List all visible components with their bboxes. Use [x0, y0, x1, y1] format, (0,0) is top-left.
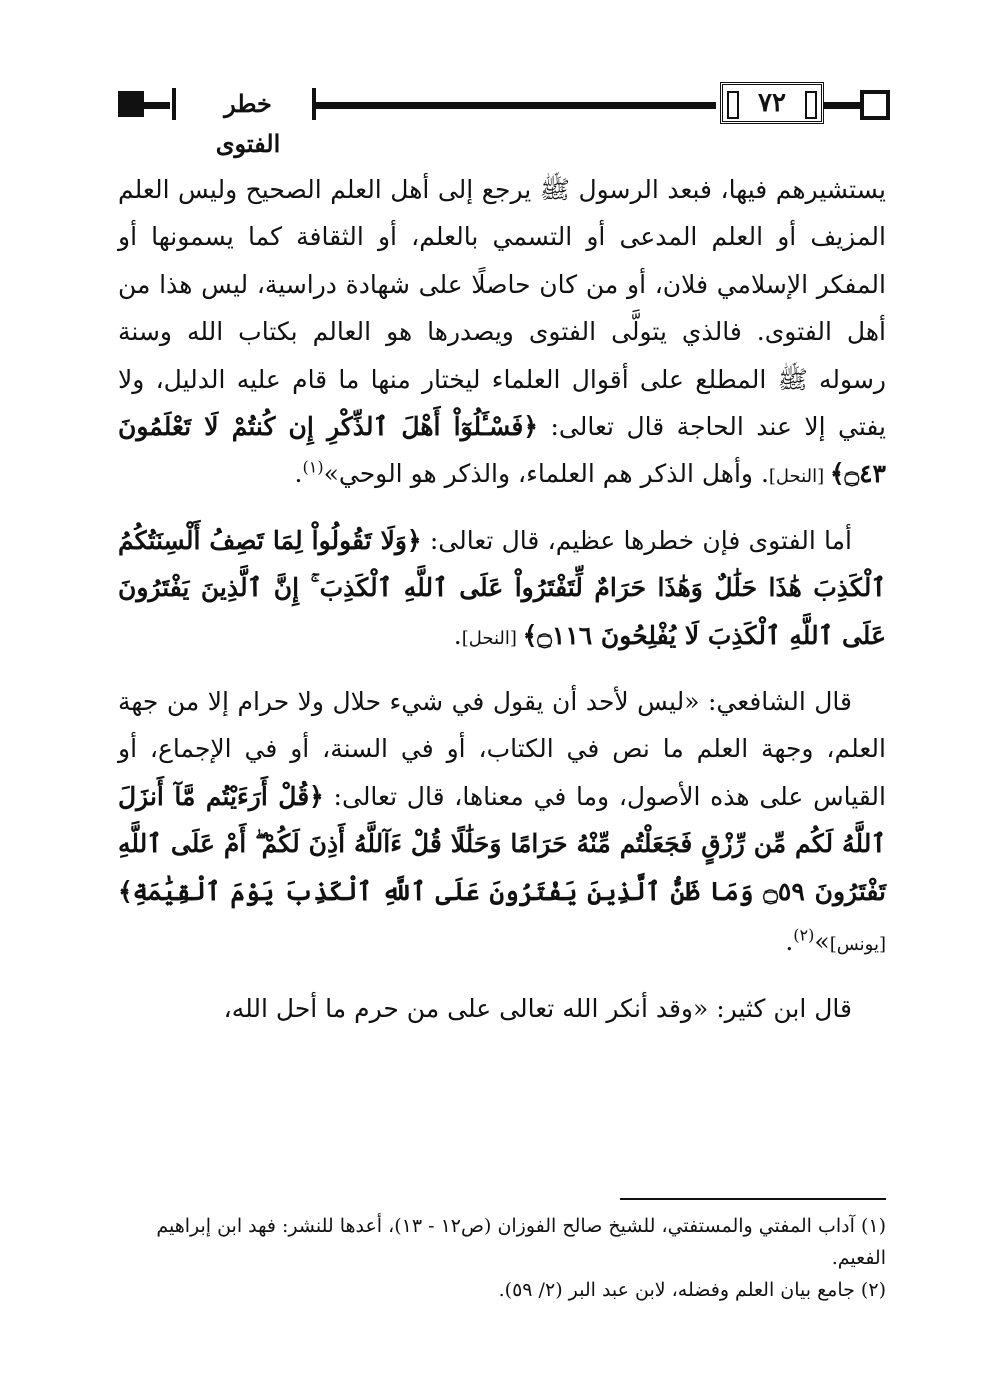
text-run: . — [453, 620, 462, 650]
paragraph — [118, 517, 886, 662]
header-rule — [824, 102, 860, 109]
footnote: (١) آداب المفتي والمستفتي، للشيخ صالح الفوزان (ص١٢ - ١٣)، أعدها للنشر: فهد ابن إبراهيم الفعيم. — [156, 1215, 886, 1269]
header-ornament-square — [118, 91, 144, 117]
surah-reference: [يونس] — [829, 934, 886, 956]
header-rule — [144, 102, 170, 109]
text-run: . — [785, 927, 794, 957]
text-run: يستشيرهم فيها، فبعد الرسول ﷺ يرجع إلى أهل العلم الصحيح وليس العلم المزيف أو العلم المدعى أو التسمي بالعلم، أو الثقافة كما يسمونها أو المفكر الإسلامي فلان، أو من كان حاصلًا على شهادة دراسية، ليس هذا من أهل الفتوى. فالذي يتولَّى الفتوى ويصدرها هو العالم بكتاب الله وسنة رسوله ﷺ المطلع على أقوال العلماء ليختار منها ما قام عليه الدليل، ولا يفتي إلا عند الحاجة قال تعالى: — [118, 175, 886, 442]
footnote-separator — [620, 1198, 886, 1200]
quran-verse: ﴿وَلَا تَقُولُواْ لِمَا تَصِفُ أَلْسِنَتُكُمُ ٱلْكَذِبَ هَٰذَا حَلَٰلٌ وَهَٰذَا حَرَامٌ لِّتَفْتَرُواْ عَلَى ٱللَّهِ ٱلْكَذِبَ ۚ إِنَّ ٱلَّذِينَ يَفْتَرُونَ عَلَى ٱللَّهِ ٱلْكَذِبَ لَا يُفْلِحُونَ ۝١١٦﴾ — [118, 525, 886, 650]
running-title: خطر الفتوى — [215, 89, 281, 158]
text-run: . وأهل الذكر هم العلماء، والذكر هو الوحي» — [323, 459, 769, 489]
paragraph — [118, 166, 886, 501]
text-run: . — [294, 459, 303, 489]
main-text — [118, 166, 886, 1048]
footnote-marker: (١) — [302, 458, 324, 478]
text-run: قال الشافعي: «ليس لأحد أن يقول في شيء حلال ولا حرام إلا من جهة العلم، وجهة العلم ما نص في الكتاب، أو في السنة، أو في الإجماع، أو القياس على هذه الأصول، وما في معناها، قال تعالى: — [118, 687, 886, 811]
header-rule — [316, 102, 716, 109]
footnote: (٢) جامع بيان العلم وفضله، لابن عبد البر (٢/ ٥٩). — [498, 1279, 886, 1301]
surah-reference: [النحل] — [461, 627, 523, 649]
quran-verse: ﴿فَسْـَٔلُوٓاْ أَهْلَ ٱلذِّكْرِ إِن كُنتُمْ لَا تَعْلَمُونَ ۝٤٣﴾ — [118, 412, 886, 489]
header-ornament-square — [860, 90, 890, 120]
quran-verse: ﴿قُلْ أَرَءَيْتُم مَّآ أَنزَلَ ٱللَّهُ لَكُم مِّن رِّزْقٍ فَجَعَلْتُم مِّنْهُ حَرَامًا وَحَلَٰلًا قُلْ ءَآللَّهُ أَذِنَ لَكُمْ ۖ أَمْ عَلَى ٱللَّهِ تَفْتَرُونَ ۝٥٩ وَمَا ظَنُّ ٱلَّذِينَ يَفْتَرُونَ عَلَى ٱللَّهِ ٱلْكَذِبَ يَوْمَ ٱلْقِيَٰمَةِ﴾ — [118, 781, 887, 906]
paragraph — [118, 985, 886, 1032]
page-header — [112, 82, 888, 158]
text-run: أما الفتوى فإن خطرها عظيم، قال تعالى: — [421, 525, 852, 555]
page-number: ٧٢ — [720, 82, 824, 124]
footnote-marker: (٢) — [793, 925, 815, 945]
surah-reference: [النحل] — [768, 466, 830, 488]
footnotes — [118, 1210, 886, 1306]
paragraph — [118, 678, 886, 968]
header-bar — [172, 88, 176, 120]
text-run: قال ابن كثير: «وقد أنكر الله تعالى على من حرم ما أحل الله، — [223, 993, 852, 1023]
text-run: » — [814, 927, 830, 957]
